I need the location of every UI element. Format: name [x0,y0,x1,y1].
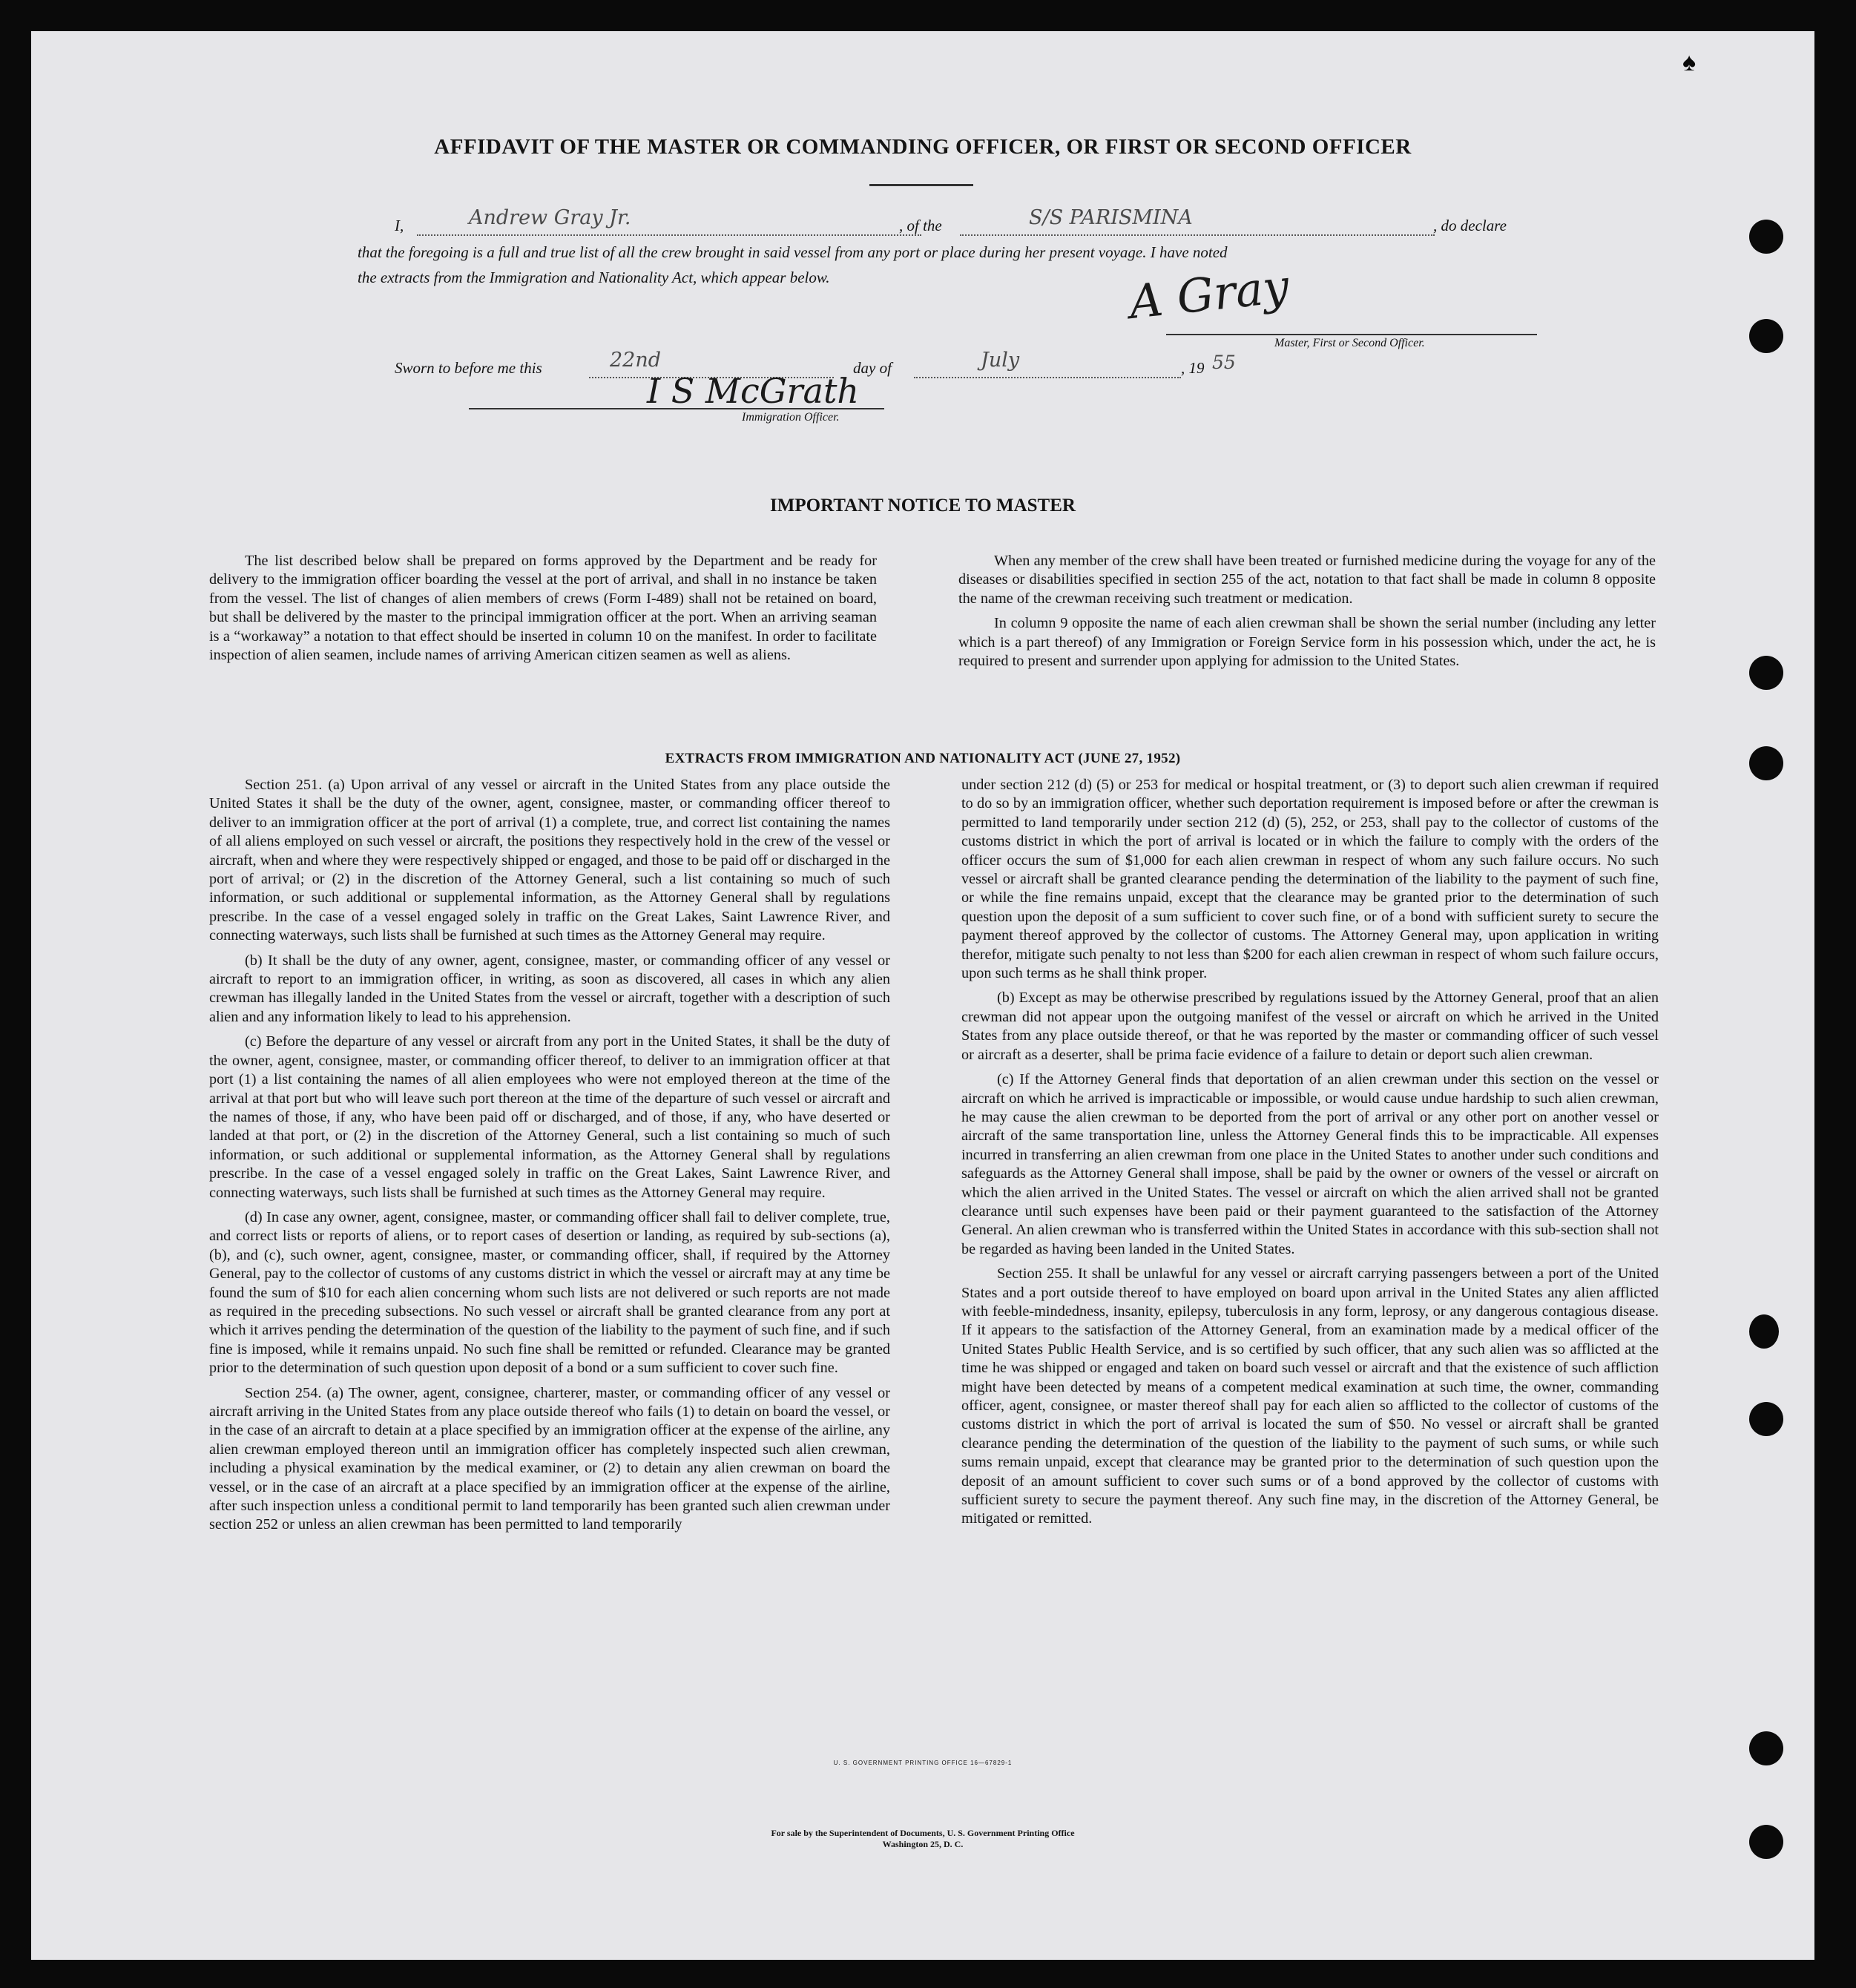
extracts-heading: EXTRACTS FROM IMMIGRATION AND NATIONALITY ACT (JUNE 27, 1952) [665,751,1181,766]
punch-hole [1749,319,1783,353]
month-fill-line [914,377,1181,378]
punch-hole [1749,656,1783,690]
section-paragraph: (d) In case any owner, agent, consignee, master, or commanding officer shall fail to deliver complete, true, and correct lists or reports of aliens, or to report cases of desertion or landing, as required by sub-sections (a), (b), and (c), such owner, agent, consignee, master, or commanding officer, shall, if required by the Attorney General, pay to the collector of customs of any customs district in which the vessel or aircraft may at any time be found the sum of $10 for each alien concerning whom such lists are not delivered or such reports are not made as required in the preceding subsections. No such vessel or aircraft shall be granted clearance from any port at which it arrives pending the determination of the question of the liability to the payment of such fine, and if such fine is imposed, while it remains unpaid. No such fine shall be remitted or refunded. Clearance may be granted prior to the determination of such question upon deposit of a bond or a sum sufficient to cover such fine. [209,1208,891,1377]
day-of-label: day of [853,359,892,377]
sworn-year-handwritten: 55 [1212,352,1236,373]
sale-line-1: For sale by the Superintendent of Documents, U. S. Government Printing Office [771,1828,1075,1838]
printing-office-imprint: U. S. GOVERNMENT PRINTING OFFICE 16—67829-1 [833,1760,1013,1766]
section-paragraph: Section 251. (a) Upon arrival of any vessel or aircraft in the United States from any place outside the United States it shall be the duty of the owner, agent, consignee, master, or commanding officer thereof to deliver to an immigration officer at the port of arrival (1) a complete, true, and correct list containing the names of all aliens employed on such vessel or aircraft, the positions they respectively hold in the crew of the vessel or aircraft, when and where they were respectively shipped or engaged, and those to be paid off or discharged in the port of arrival; or (2) in the discretion of the Attorney General, such a list containing so much of such information, or such additional or supplemental information, as the Attorney General shall by regulations prescribe. In the case of a vessel engaged solely in traffic on the Great Lakes, Saint Lawrence River, and connecting waterways, such lists shall be furnished at such times as the Attorney General may require. [209,777,890,944]
sale-notice [31,1828,1814,1850]
section-paragraph: (c) If the Attorney General finds that deportation of an alien crewman under this section on the vessel or aircraft on which he arrived is impracticable or impossible, or would cause undue hardship to such alien crewman, he may cause the alien crewman to be deported from the port of arrival or any other port on another vessel or aircraft of the same transportation line, unless the Attorney General finds this to be impracticable. All expenses incurred in transferring an alien crewman from one place in the United States to another under such conditions and safeguards as the Attorney General shall impose, shall be paid by the owner or owners of the vessel or aircraft on which the alien arrived in the United States. The vessel or aircraft on which the alien arrived shall not be granted clearance until such expenses have been paid or their payment guaranteed to the satisfaction of the Attorney General. An alien crewman who is transferred within the United States in accordance with this sub-section shall not be regarded as having been landed in the United States. [961,1071,1659,1257]
heading-rule [869,184,973,186]
declaration-line-2: that the foregoing is a full and true list of all the crew brought in said vessel from any port or place during her present voyage. I have noted [358,243,1228,261]
master-caption: Master, First or Second Officer. [1274,337,1425,349]
punch-hole [1749,1825,1783,1859]
section-paragraph: (b) It shall be the duty of any owner, agent, consignee, master, or commanding officer of any vessel or aircraft to report to an immigration officer, in writing, as soon as discovered, all cases in which any alien crewman has illegally landed in the United States from the vessel or aircraft, together with a description of such alien and any information likely to lead to his apprehension. [209,952,890,1025]
section-paragraph: Section 254. (a) The owner, agent, consignee, charterer, master, or commanding officer of any vessel or aircraft arriving in the United States from any place outside thereof who fails (1) to detain on board the vessel, or in the case of an aircraft to detain at a place specified by an immigration officer at the expense of the airline, any alien crewman employed thereon until an immigration officer has completely inspected such alien crewman, including a physical examination by the medical examiner, or (2) to detain any alien crewman on board the vessel, or in the case of an aircraft at a place specified by an immigration officer at the expense of the airline, after such inspection unless a conditional permit to land temporarily has been granted such alien crewman under section 252 or unless an alien crewman has been permitted to land temporarily [209,1384,890,1533]
master-signature: A Gray [1126,258,1291,330]
notice-heading: IMPORTANT NOTICE TO MASTER [770,496,1076,516]
declare-label: , do declare [1433,217,1507,234]
section-paragraph: (b) Except as may be otherwise prescribed by regulations issued by the Attorney General, proof that an alien crewman did not appear upon the outgoing manifest of the vessel or aircraft on which he arrived in the United States from any place outside thereof, or that he was reported by the master or commanding officer of such vessel or aircraft as a deserter, shall be prima facie evidence of a failure to detain or deport such alien crewman. [961,990,1659,1063]
section-paragraph: (c) Before the departure of any vessel or aircraft from any port in the United States, it shall be the duty of the owner, agent, consignee, master, or commanding officer thereof, to deliver to an immigration officer at that port (1) a list containing the names of all alien employees who were not employed thereon at the time of the arrival at that port but who will leave such port thereon at the time of the departure of such vessel or aircraft and the names of those, if any, who have been paid off or discharged, and of those, if any, who have deserted or landed at that port, or (2) in the discretion of the Attorney General, such a list containing so much of such information, or such additional or supplemental information, as the Attorney General shall by regulations prescribe. In the case of a vessel engaged solely in traffic on the Great Lakes, Saint Lawrence River, and connecting waterways, such lists shall be furnished at such times as the Attorney General may require. [209,1033,890,1201]
affidavit-heading: AFFIDAVIT OF THE MASTER OR COMMANDING OFFICER, OR FIRST OR SECOND OFFICER [434,135,1412,159]
name-fill-line [417,234,921,236]
punch-hole [1749,1314,1779,1349]
extracts-left-column [209,776,890,1541]
officer-caption: Immigration Officer. [742,411,840,424]
punch-hole [1749,1402,1783,1436]
notice-paragraph: In column 9 opposite the name of each alien crewman shall be shown the serial number (including any letter which is a part thereof) of any Immigration or Foreign Service form in his possession which, under the act, he is required to present and surrender upon applying for admission to the United States. [958,615,1656,670]
vessel-fill-line [960,234,1435,236]
notice-paragraph: The list described below shall be prepared on forms approved by the Department and be ready for delivery to the immigration officer boarding the vessel at the port of arrival, and shall in no instance be taken from the vessel. The list of changes of alien members of crews (Form I-489) shall not be retained on board, but shall be delivered by the master to the principal immigration officer at the port. When an arriving seaman is a “workaway” a notation to that effect should be inserted in column 10 on the manifest. In order to facilitate inspection of alien seamen, include names of arriving American citizen seamen as well as aliens. [209,553,877,664]
i-label: I, [395,217,404,234]
sworn-month-handwritten: July [981,349,1020,372]
of-the-label: , of the [899,217,942,234]
affidavit-page [31,31,1814,1960]
sale-line-2: Washington 25, D. C. [882,1839,964,1849]
master-name-handwritten: Andrew Gray Jr. [469,206,631,229]
notice-left-column [209,552,877,671]
master-signature-line [1166,334,1537,335]
notice-paragraph: When any member of the crew shall have been treated or furnished medicine during the voyage for any of the diseases or disabilities specified in section 255 of the act, notation to that fact shall be made in column 8 opposite the name of the crewman receiving such treatment or medication. [958,553,1656,607]
immigration-officer-signature: I S McGrath [647,371,860,411]
sworn-label: Sworn to before me this [395,359,542,377]
section-paragraph: under section 212 (d) (5) or 253 for medical or hospital treatment, or (3) to deport such alien crewman if required to do so by an immigration officer, whether such deportation requirement is imposed before or after the crewman is permitted to land temporarily under section 212 (d) (5), 252, or 253, shall pay to the collector of customs of the customs district in which the port of arrival is located or in which the failure to comply with the orders of the officer occurs the sum of $1,000 for each alien crewman in respect of whom any such failure occurs. No such vessel or aircraft shall be granted clearance pending the determination of the liability to the payment of such fine, or while the fine remains unpaid, except that the clearance may be granted prior to the determination of such question upon the deposit of a sum sufficient to cover such fine, or of a bond with sufficient surety to secure the payment thereof approved by the collector of customs. The Attorney General may, upon application in writing therefor, mitigate such penalty to not less than $200 for each alien crewman in respect of whom such failure occurs, upon such terms as he shall think proper. [961,777,1659,982]
notice-right-column [958,552,1656,677]
vessel-name-handwritten: S/S PARISMINA [1029,206,1193,229]
officer-signature-line [469,408,884,409]
punch-hole [1749,1731,1783,1765]
year-prefix: , 19 [1181,359,1205,377]
punch-hole [1749,220,1783,254]
section-paragraph: Section 255. It shall be unlawful for any vessel or aircraft carrying passengers between a port of the United States and a port outside thereof to have employed on board upon arrival in the United States any alien afflicted with feeble-mindedness, insanity, epilepsy, tuberculosis in any form, leprosy, or any dangerous contagious disease. If it appears to the satisfaction of the Attorney General, from an examination made by a medical officer of the United States Public Health Service, and is so certified by such officer, that any such alien was so afflicted at the time he was shipped or engaged and taken on board such vessel or aircraft and that the existence of such affliction might have been detected by means of a competent medical examination at such time, the owner, commanding officer, agent, consignee, or master thereof shall pay for each alien so afflicted to the collector of customs of the customs district in which the port of arrival is located the sum of $50. No vessel or aircraft shall be granted clearance pending the determination of the question of the liability to the payment of such sums, or while such sums remain unpaid, except that clearance may be granted prior to the determination of such question upon the deposit of an amount sufficient to cover such sums or of a bond approved by the collector of customs with sufficient surety to secure the payment thereof. Any such fine may, in the discretion of the Attorney General, be mitigated or remitted. [961,1265,1659,1527]
extracts-right-column [961,776,1659,1535]
spade-mark-icon: ♠ [1682,49,1697,76]
declaration-line-3: the extracts from the Immigration and Nationality Act, which appear below. [358,269,830,286]
sworn-day-handwritten: 22nd [610,349,662,372]
punch-hole [1749,746,1783,780]
